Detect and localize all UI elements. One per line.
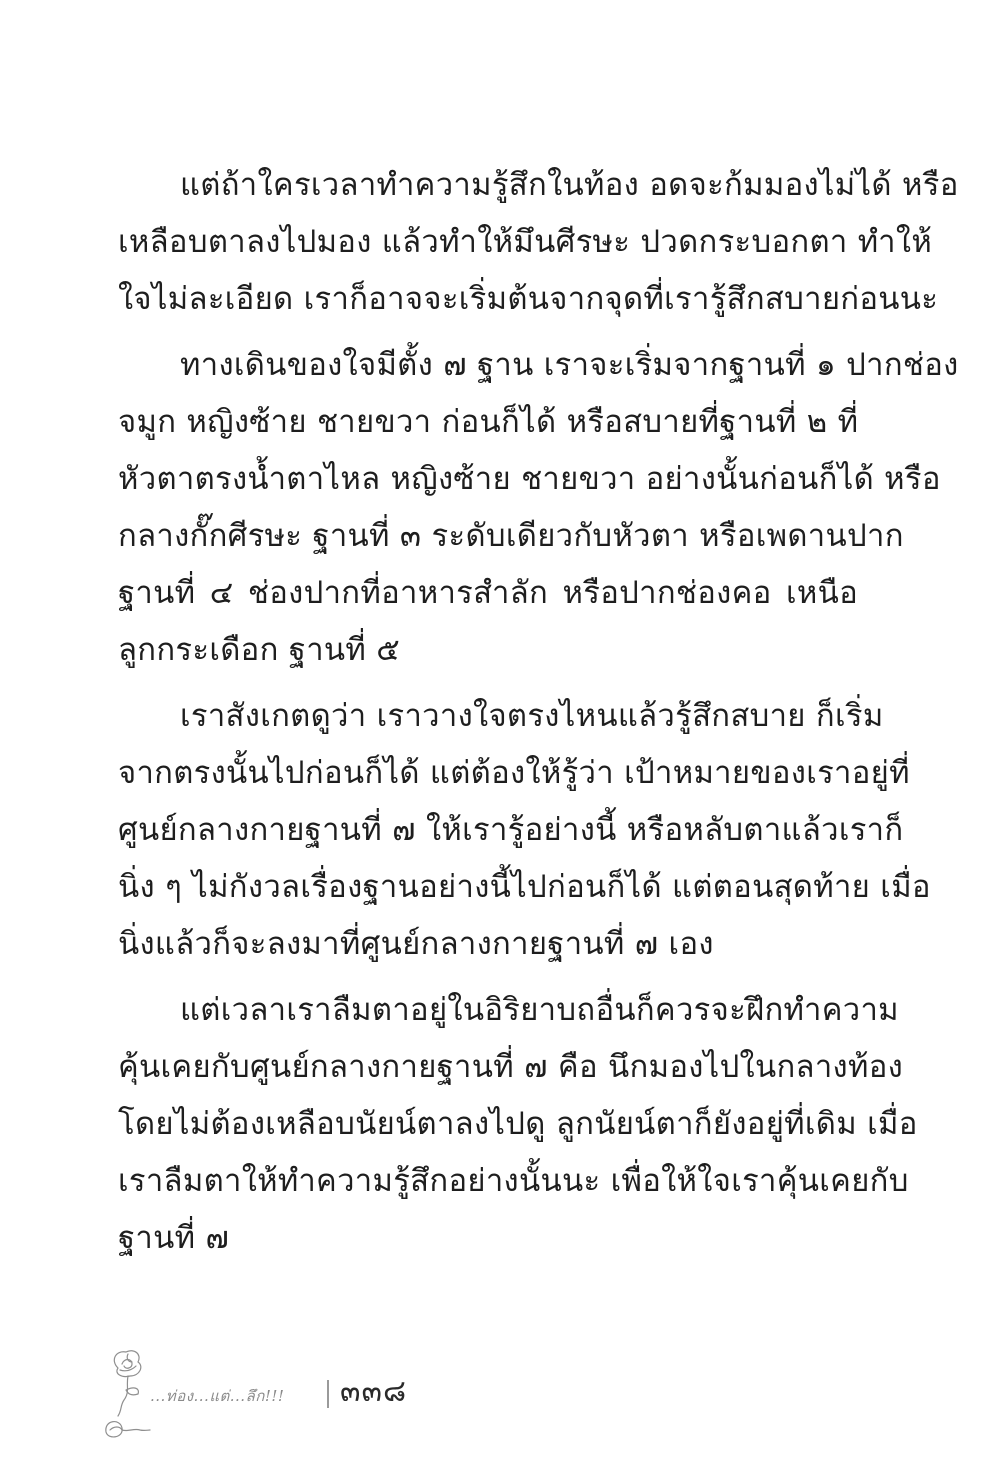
paragraph-2-line-2: จมูก หญิงซ้าย ชายขวา ก่อนก็ได้ หรือสบายที่ฐานที่ ๒ ที่	[118, 404, 859, 440]
paragraph-2-line-4: กลางกั๊กศีรษะ ฐานที่ ๓ ระดับเดียวกับหัวตา หรือเพดานปาก	[118, 518, 904, 554]
paragraph-2-line-6: ลูกกระเดือก ฐานที่ ๕	[118, 632, 401, 668]
paragraph-2-line-3: หัวตาตรงน้ำตาไหล หญิงซ้าย ชายขวา อย่างนั้นก่อนก็ได้ หรือ	[118, 461, 941, 497]
paragraph-4-line-2: คุ้นเคยกับศูนย์กลางกายฐานที่ ๗ คือ นึกมองไปในกลางท้อง	[118, 1049, 904, 1085]
footer-handwritten-text: ...ท่อง...แต่...ลึก!!!	[150, 1387, 285, 1405]
paragraph-2-line-1: ทางเดินของใจมีตั้ง ๗ ฐาน เราจะเริ่มจากฐานที่ ๑ ปากช่อง	[180, 347, 959, 383]
paragraph-4-line-5: ฐานที่ ๗	[118, 1220, 230, 1256]
paragraph-1-line-2: เหลือบตาลงไปมอง แล้วทำให้มึนศีรษะ ปวดกระบอกตา ทำให้	[118, 224, 933, 260]
page-number: ๓๓๘	[340, 1374, 408, 1409]
paragraph-1-line-1: แต่ถ้าใครเวลาทำความรู้สึกในท้อง อดจะก้มมองไม่ได้ หรือ	[180, 167, 959, 203]
paragraph-2-line-5: ฐานที่ ๔ ช่องปากที่อาหารสำลัก หรือปากช่องคอ เหนือ	[118, 575, 858, 611]
paragraph-3-line-1: เราสังเกตดูว่า เราวางใจตรงไหนแล้วรู้สึกสบาย ก็เริ่ม	[180, 698, 884, 734]
paragraph-3-line-5: นิ่งแล้วก็จะลงมาที่ศูนย์กลางกายฐานที่ ๗ เอง	[118, 926, 714, 962]
paragraph-3-line-2: จากตรงนั้นไปก่อนก็ได้ แต่ต้องให้รู้ว่า เป้าหมายของเราอยู่ที่	[118, 755, 910, 791]
paragraph-3-line-4: นิ่ง ๆ ไม่กังวลเรื่องฐานอย่างนี้ไปก่อนก็ได้ แต่ตอนสุดท้าย เมื่อ	[118, 869, 931, 905]
paragraph-4-line-4: เราลืมตาให้ทำความรู้สึกอย่างนั้นนะ เพื่อให้ใจเราคุ้นเคยกับ	[118, 1163, 909, 1199]
paragraph-3-line-3: ศูนย์กลางกายฐานที่ ๗ ให้เรารู้อย่างนี้ หรือหลับตาแล้วเราก็	[118, 812, 904, 848]
footer-divider	[327, 1380, 329, 1408]
paragraph-4-line-1: แต่เวลาเราลืมตาอยู่ในอิริยาบถอื่นก็ควรจะฝึกทำความ	[180, 992, 899, 1028]
paragraph-1-line-3: ใจไม่ละเอียด เราก็อาจจะเริ่มต้นจากจุดที่เรารู้สึกสบายก่อนนะ	[118, 281, 939, 317]
paragraph-4-line-3: โดยไม่ต้องเหลือบนัยน์ตาลงไปดู ลูกนัยน์ตาก็ยังอยู่ที่เดิม เมื่อ	[118, 1106, 918, 1142]
